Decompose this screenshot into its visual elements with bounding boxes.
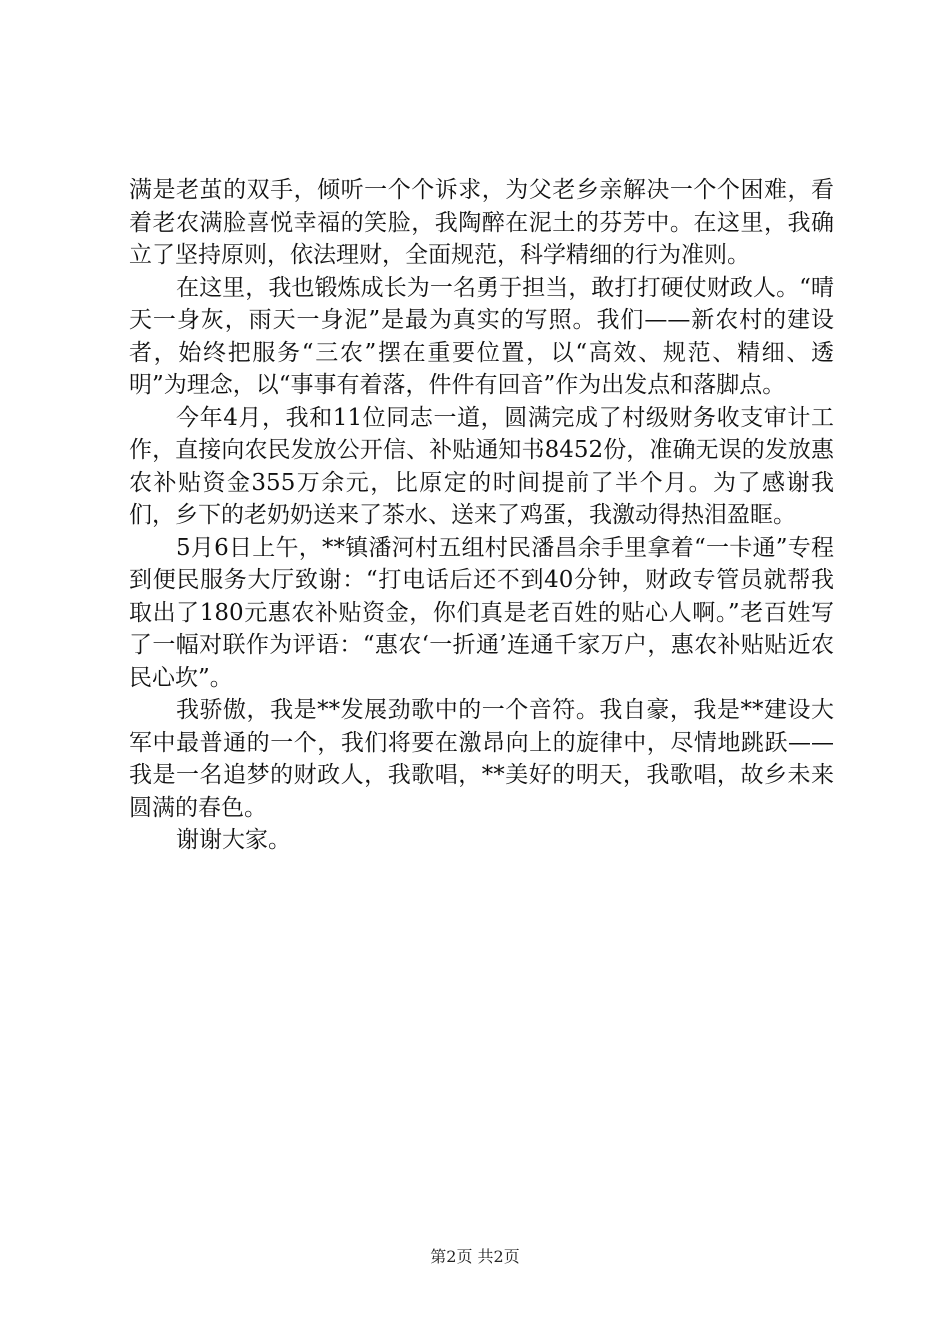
paragraph-villager-thanks: 5月6日上午，**镇潘河村五组村民潘昌余手里拿着“一卡通”专程到便民服务大厅致谢：“打电话后还不到40分钟，财政专管员就帮我取出了180元惠农补贴资金，你们真是老百姓的贴心人啊。”老百姓写了一幅对联作为评语：“惠农‘一折通’连通千家万户，惠农补贴贴近农民心坎”。 bbox=[129, 534, 834, 691]
paragraph-closing: 谢谢大家。 bbox=[176, 827, 291, 853]
paragraph-continuation: 满是老茧的双手，倾听一个个诉求，为父老乡亲解决一个个困难，看着老农满脸喜悦幸福的笑脸，我陶醉在泥土的芬芳中。在这里，我确立了坚持原则，依法理财，全面规范，科学精细的行为准则。 bbox=[129, 177, 834, 268]
paragraph-audit-work: 今年4月，我和11位同志一道，圆满完成了村级财务收支审计工作，直接向农民发放公开信、补贴通知书8452份，准确无误的发放惠农补贴资金355万余元，比原定的时间提前了半个月。为了感谢我们，乡下的老奶奶送来了茶水、送来了鸡蛋，我激动得热泪盈眶。 bbox=[129, 404, 834, 528]
page-footer: 第2页 共2页 bbox=[430, 1247, 520, 1266]
paragraph-growth: 在这里，我也锻炼成长为一名勇于担当，敢打打硬仗财政人。“晴天一身灰，雨天一身泥”是最为真实的写照。我们——新农村的建设者，始终把服务“三农”摆在重要位置，以“高效、规范、精细、透明”为理念，以“事事有着落，件件有回音”作为出发点和落脚点。 bbox=[129, 274, 834, 398]
paragraph-pride: 我骄傲，我是**发展劲歌中的一个音符。我自豪，我是**建设大军中最普通的一个，我们将要在激昂向上的旋律中，尽情地跳跃——我是一名追梦的财政人，我歌唱，**美好的明天，我歌唱，故乡未来圆满的春色。 bbox=[129, 697, 834, 821]
document-body bbox=[129, 174, 834, 857]
